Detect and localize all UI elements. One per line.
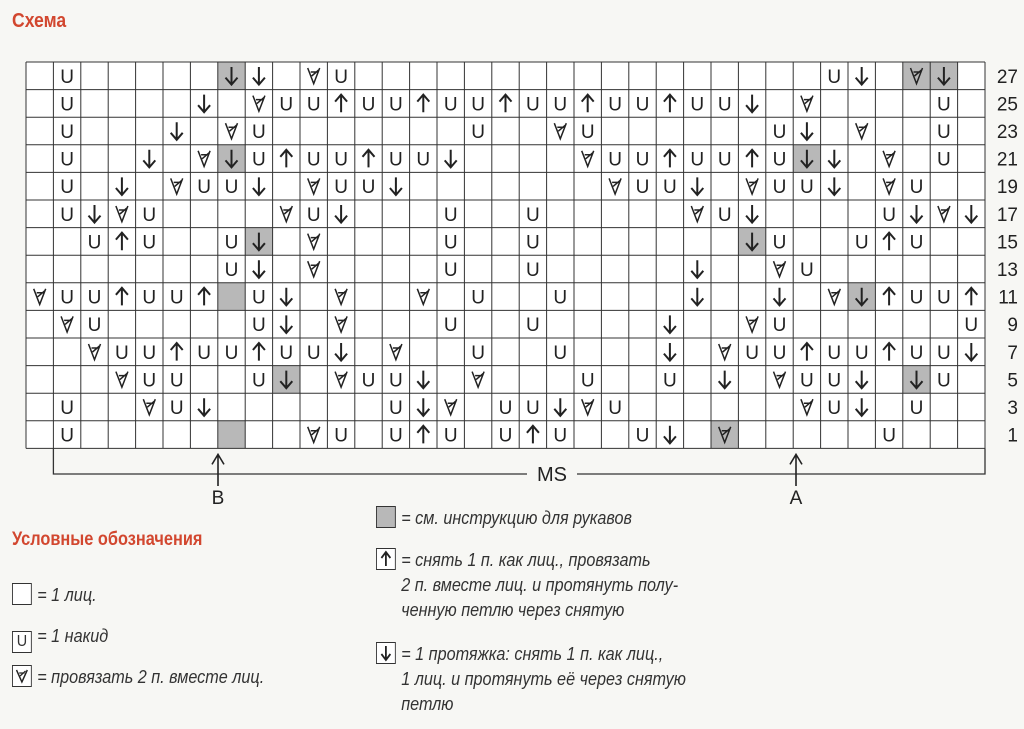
- yarnover-symbol: U: [361, 94, 376, 116]
- yarnover-symbol-icon: U: [12, 631, 32, 653]
- yarnover-symbol: U: [772, 122, 787, 143]
- yarnover-symbol: U: [87, 232, 102, 254]
- row-number: 9: [1007, 315, 1018, 337]
- yarnover-symbol: U: [937, 149, 951, 171]
- yarnover-symbol: U: [279, 94, 294, 116]
- yarnover-symbol: U: [690, 149, 705, 171]
- yarnover-symbol: U: [772, 149, 787, 171]
- yarnover-symbol: U: [471, 287, 485, 309]
- yarnover-symbol: U: [827, 398, 842, 419]
- yarnover-symbol: U: [279, 342, 294, 364]
- yarnover-symbol: U: [389, 398, 403, 419]
- yarnover-symbol: U: [608, 94, 622, 116]
- yarnover-symbol: U: [252, 149, 266, 171]
- yarnover-symbol: U: [60, 177, 74, 199]
- yarnover-symbol: U: [60, 287, 74, 309]
- yarnover-symbol: U: [854, 342, 869, 364]
- yarnover-symbol: U: [361, 177, 376, 199]
- yarnover-symbol: U: [553, 342, 568, 364]
- legend-knit: [12, 583, 97, 608]
- row-number: 11: [998, 287, 1018, 309]
- yarnover-symbol: U: [60, 122, 74, 143]
- yarnover-symbol: U: [471, 122, 485, 143]
- yarnover-symbol: U: [553, 425, 568, 447]
- yarnover-symbol: U: [416, 149, 431, 171]
- legend-k2tog: [12, 665, 264, 690]
- yarnover-symbol: U: [471, 342, 485, 364]
- marker-b-label: B: [211, 488, 225, 509]
- legend-sk2p-line1: = снять 1 п. как лиц., провязать: [401, 550, 651, 570]
- yarnover-symbol: U: [224, 342, 239, 364]
- yarnover-symbol: U: [142, 204, 157, 226]
- yarnover-symbol: U: [937, 122, 951, 143]
- yarnover-symbol: U: [800, 260, 814, 281]
- legend-knit-text: = 1 лиц.: [37, 585, 97, 605]
- row-number: 19: [996, 177, 1018, 199]
- legend-sk2p-line3: ченную петлю через снятую: [401, 600, 625, 620]
- arrow-down-icon: [376, 642, 396, 664]
- yarnover-symbol: U: [443, 204, 458, 226]
- yarnover-symbol: U: [389, 370, 403, 392]
- yarnover-symbol: U: [772, 315, 787, 337]
- legend-gray: [376, 506, 632, 531]
- yarnover-symbol: U: [224, 260, 239, 281]
- yarnover-symbol: U: [772, 342, 787, 364]
- yarnover-symbol: U: [635, 149, 650, 171]
- legend-sk2p: [376, 548, 678, 623]
- yarnover-symbol: U: [827, 370, 842, 392]
- yarnover-symbol: U: [827, 66, 842, 88]
- yarnover-symbol: U: [252, 122, 266, 143]
- legend-skp-line2: 1 лиц. и протянуть её через снятую: [401, 669, 686, 689]
- yarnover-symbol: U: [635, 94, 650, 116]
- yarnover-symbol: U: [389, 149, 403, 171]
- yarnover-symbol: U: [909, 177, 924, 199]
- yarnover-symbol: U: [498, 398, 513, 419]
- yarnover-symbol: U: [60, 425, 74, 447]
- yarnover-symbol: U: [909, 287, 924, 309]
- yarnover-symbol: U: [717, 149, 732, 171]
- yarnover-symbol: U: [443, 94, 458, 116]
- legend-k2tog-text: = провязать 2 п. вместе лиц.: [37, 667, 265, 687]
- yarnover-symbol: U: [635, 425, 650, 447]
- yarnover-symbol: U: [964, 315, 979, 337]
- legend-yarnover: [12, 624, 108, 653]
- yarnover-symbol: U: [389, 94, 403, 116]
- yarnover-symbol: U: [60, 149, 74, 171]
- yarnover-symbol: U: [224, 177, 239, 199]
- yarnover-symbol: U: [334, 177, 348, 199]
- yarnover-symbol: U: [60, 398, 74, 419]
- chart-title: Схема: [12, 10, 67, 32]
- yarnover-symbol: U: [197, 177, 211, 199]
- yarnover-symbol: U: [169, 287, 184, 309]
- yarnover-symbol: U: [526, 204, 540, 226]
- yarnover-symbol: U: [937, 342, 951, 364]
- yarnover-symbol: U: [115, 342, 129, 364]
- legend-skp-line1: = 1 протяжка: снять 1 п. как лиц.,: [401, 644, 664, 664]
- yarnover-symbol: U: [60, 66, 74, 88]
- row-number: 13: [996, 260, 1018, 281]
- yarnover-symbol: U: [608, 149, 622, 171]
- yarnover-symbol: U: [87, 315, 102, 337]
- yarnover-symbol: U: [306, 94, 321, 116]
- yarnover-symbol: U: [909, 398, 924, 419]
- yarnover-symbol: U: [306, 149, 321, 171]
- yarnover-symbol: U: [717, 94, 732, 116]
- marker-a-label: A: [789, 488, 803, 509]
- yarnover-symbol: U: [142, 342, 157, 364]
- row-number: 27: [996, 66, 1018, 88]
- yarnover-symbol: U: [882, 204, 896, 226]
- marker-a-arrow: [790, 454, 802, 486]
- yarnover-symbol: U: [580, 370, 595, 392]
- yarnover-symbol: U: [443, 260, 458, 281]
- row-number: 23: [996, 122, 1018, 143]
- yarnover-symbol: U: [690, 94, 705, 116]
- yarnover-symbol: U: [60, 204, 74, 226]
- legend-yarnover-text: = 1 накид: [37, 626, 109, 646]
- yarnover-symbol: U: [580, 122, 595, 143]
- legend-sk2p-line2: 2 п. вместе лиц. и протянуть полу-: [401, 575, 679, 595]
- legend-title: Условные обозначения: [12, 529, 203, 550]
- yarnover-symbol: U: [252, 287, 266, 309]
- yarnover-symbol: U: [334, 66, 348, 88]
- knit-symbol-icon: [12, 583, 32, 605]
- legend-skp-line3: петлю: [401, 694, 454, 714]
- yarnover-symbol: U: [937, 370, 951, 392]
- yarnover-symbol: U: [471, 94, 485, 116]
- yarnover-symbol: U: [334, 425, 348, 447]
- yarnover-symbol: U: [526, 94, 540, 116]
- yarnover-symbol: U: [443, 315, 458, 337]
- yarnover-symbol: U: [197, 342, 211, 364]
- yarnover-symbol: U: [553, 287, 568, 309]
- yarnover-symbol: U: [937, 287, 951, 309]
- yarnover-symbol: U: [361, 370, 376, 392]
- yarnover-symbol: U: [252, 315, 266, 337]
- yarnover-symbol: U: [854, 232, 869, 254]
- row-number: 25: [996, 94, 1018, 116]
- yarnover-symbol: U: [306, 342, 321, 364]
- row-number: 7: [1007, 342, 1018, 364]
- yarnover-symbol: U: [827, 342, 842, 364]
- yarnover-symbol: U: [142, 370, 157, 392]
- yarnover-symbol: U: [800, 177, 814, 199]
- gray-cell-icon: [376, 506, 396, 528]
- legend-skp: [376, 642, 686, 717]
- yarnover-symbol: U: [882, 425, 896, 447]
- yarnover-symbol: U: [443, 232, 458, 254]
- gray-cell: [218, 283, 245, 311]
- row-number: 1: [1007, 425, 1018, 447]
- row-number: 3: [1007, 398, 1018, 419]
- yarnover-symbol: U: [526, 315, 540, 337]
- row-number: 21: [996, 149, 1018, 171]
- yarnover-symbol: U: [526, 260, 540, 281]
- yarnover-symbol: U: [745, 342, 759, 364]
- yarnover-symbol: U: [334, 149, 348, 171]
- yarnover-symbol: U: [553, 94, 568, 116]
- yarnover-symbol: U: [60, 94, 74, 116]
- yarnover-symbol: U: [252, 370, 266, 392]
- yarnover-symbol: U: [608, 398, 622, 419]
- yarnover-symbol: U: [937, 94, 951, 116]
- yarnover-symbol: U: [635, 177, 650, 199]
- yarnover-symbol: U: [526, 232, 540, 254]
- yarnover-symbol: U: [663, 177, 677, 199]
- yarnover-symbol: U: [389, 425, 403, 447]
- yarnover-symbol: U: [772, 177, 787, 199]
- yarnover-symbol: U: [306, 204, 321, 226]
- yarnover-symbol: U: [663, 370, 677, 392]
- yarnover-symbol: U: [443, 425, 458, 447]
- row-number: 17: [996, 204, 1018, 226]
- ms-label: MS: [537, 464, 567, 486]
- yarnover-symbol: U: [169, 398, 184, 419]
- yarnover-symbol: U: [717, 204, 732, 226]
- row-number: 15: [996, 232, 1018, 254]
- marker-b-arrow: [212, 454, 224, 486]
- yarnover-symbol: U: [772, 232, 787, 254]
- gray-cell: [218, 421, 245, 449]
- legend-gray-text: = см. инструкцию для рукавов: [401, 508, 632, 528]
- yarnover-symbol: U: [909, 342, 924, 364]
- yarnover-symbol: U: [526, 398, 540, 419]
- arrow-up-icon: [376, 548, 396, 570]
- k2tog-symbol-icon: [12, 665, 32, 687]
- yarnover-symbol: U: [142, 232, 157, 254]
- yarnover-symbol: U: [498, 425, 513, 447]
- yarnover-symbol: U: [224, 232, 239, 254]
- yarnover-symbol: U: [800, 370, 814, 392]
- yarnover-symbol: U: [87, 287, 102, 309]
- yarnover-symbol: U: [142, 287, 157, 309]
- row-number: 5: [1007, 370, 1018, 392]
- yarnover-symbol: U: [169, 370, 184, 392]
- yarnover-symbol: U: [909, 232, 924, 254]
